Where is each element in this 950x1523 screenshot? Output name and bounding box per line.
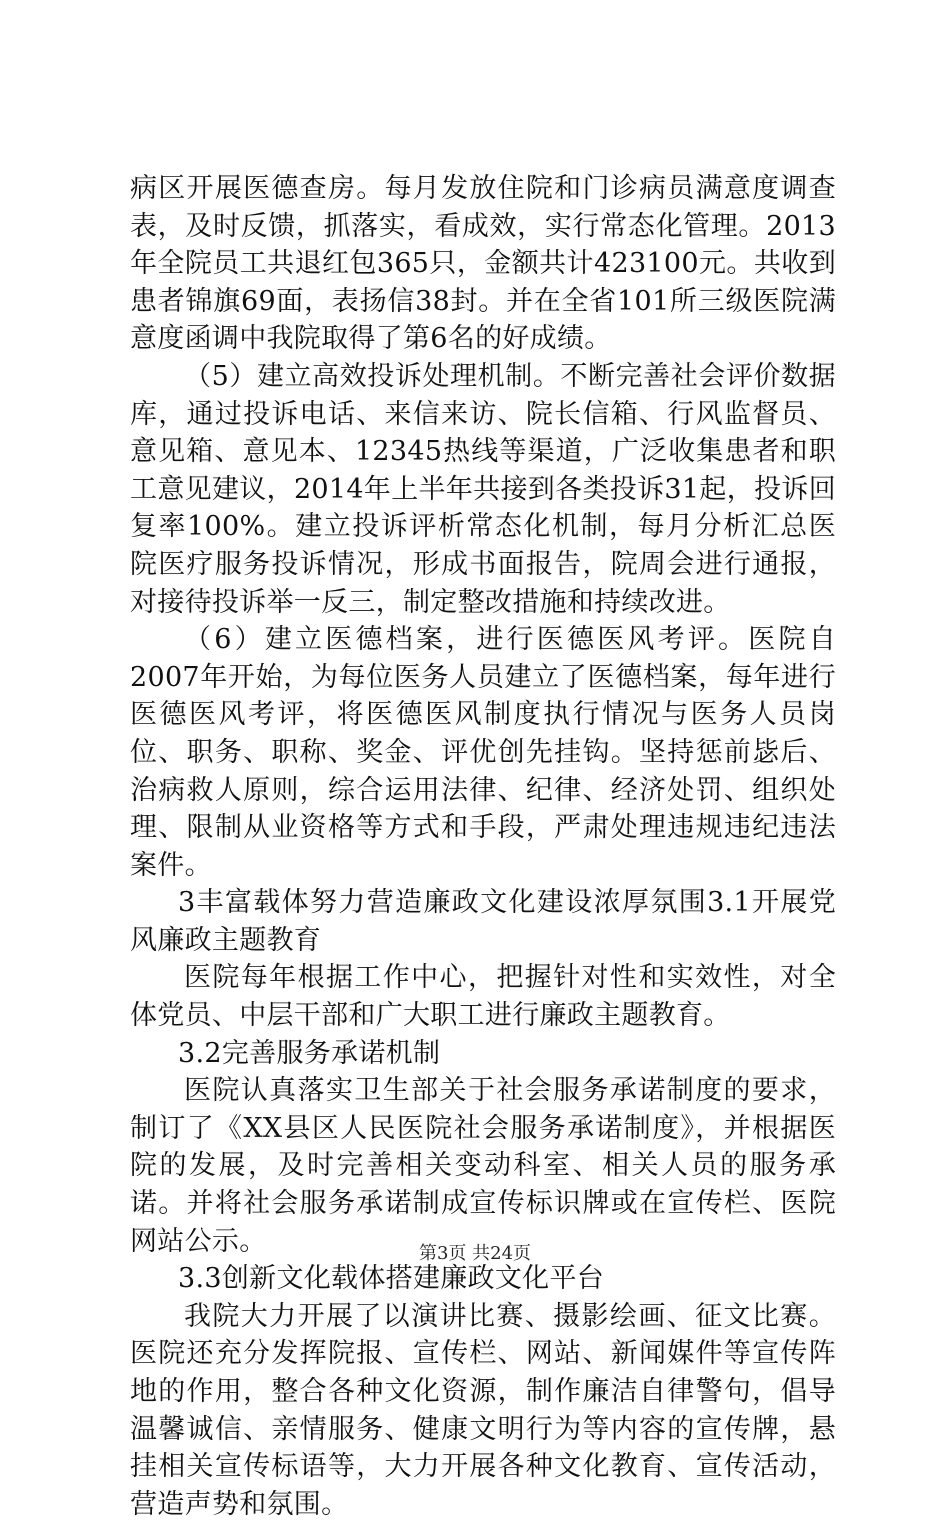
paragraph-continued: 病区开展医德查房。每月发放住院和门诊病员满意度调查表，及时反馈，抓落实，看成效，实行常态化管理。2013年全院员工共退红包365只，金额共计423100元。共收到患者锦旗69面，表扬信38封。并在全省101所三级医院满意度函调中我院取得了第6名的好成绩。 bbox=[130, 173, 836, 355]
paragraph-complaint-mechanism: （5）建立高效投诉处理机制。不断完善社会评价数据库，通过投诉电话、来信来访、院长信箱、行风监督员、意见箱、意见本、12345热线等渠道，广泛收集患者和职工意见建议，2014年上半年共接到各类投诉31起，投诉回复率100%。建立投诉评析常态化机制，每月分析汇总医院医疗服务投诉情况，形成书面报告，院周会进行通报，对接待投诉举一反三，制定整改措施和持续改进。 bbox=[130, 360, 836, 618]
paragraph-service-commitment: 医院认真落实卫生部关于社会服务承诺制度的要求，制订了《XX县区人民医院社会服务承诺制度》，并根据医院的发展，及时完善相关变动科室、相关人员的服务承诺。并将社会服务承诺制成宣传标识牌或在宣传栏、医院网站公示。 bbox=[130, 1075, 836, 1257]
paragraph-ethics-archive: （6）建立医德档案，进行医德医风考评。医院自2007年开始，为每位医务人员建立了医德档案，每年进行医德医风考评，将医德医风制度执行情况与医务人员岗位、职务、职称、奖金、评优创先挂钩。坚持惩前毖后、治病救人原则，综合运用法律、纪律、经济处罚、组织处理、限制从业资格等方式和手段，严肃处理违规违纪违法案件。 bbox=[130, 624, 836, 881]
paragraph-culture-platform: 我院大力开展了以演讲比赛、摄影绘画、征文比赛。医院还充分发挥院报、宣传栏、网站、新闻媒件等宣传阵地的作用，整合各种文化资源，制作廉洁自律警句，倡导温馨诚信、亲情服务、健康文明行为等内容的宣传牌，悬挂相关宣传标语等，大力开展各种文化教育、宣传活动，营造声势和氛围。 bbox=[130, 1300, 836, 1520]
section-heading-3-3: 3.3创新文化载体搭建廉政文化平台 bbox=[178, 1263, 605, 1295]
section-heading-3-2: 3.2完善服务承诺机制 bbox=[178, 1037, 441, 1069]
section-heading-3: 3丰富载体努力营造廉政文化建设浓厚氛围3.1开展党风廉政主题教育 bbox=[130, 887, 836, 956]
page-footer bbox=[0, 1242, 950, 1266]
document-body bbox=[130, 170, 836, 1523]
paragraph-education: 医院每年根据工作中心，把握针对性和实效性，对全体党员、中层干部和广大职工进行廉政主题教育。 bbox=[130, 962, 836, 1032]
page-number: 第3页 共24页 bbox=[418, 1243, 532, 1264]
